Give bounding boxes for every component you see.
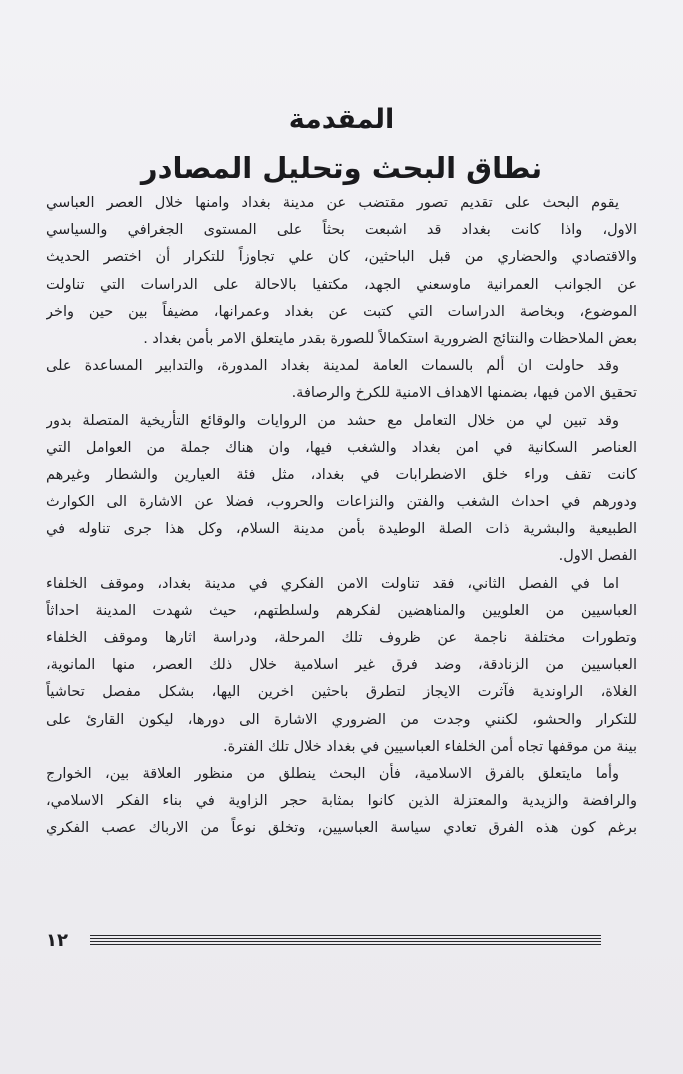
- page-subheading-scope: نطاق البحث وتحليل المصادر: [140, 151, 543, 185]
- text-line: كانت تقف وراء خلق الاضطرابات في بغداد، مثل فئة العيارين والشطار وغيرهم: [46, 466, 637, 483]
- text-line: بعض الملاحظات والنتائج الضرورية استكمالاً للصورة بقدر مايتعلق الامر بأمن بغداد .: [143, 330, 637, 347]
- footer-rule: [90, 935, 601, 945]
- text-line: تحقيق الامن فيها، بضمنها الاهداف الامنية للكرخ والرصافة.: [291, 385, 637, 402]
- text-line: يقوم البحث على تقديم تصور مقتضب عن مدينة بغداد وامنها خلال العصر العباسي: [46, 195, 619, 211]
- text-line: والرافضة والزيدية والمعتزلة الذين كانوا بمثابة حجر الزاوية في بناء الفكر الاسلامي،: [46, 793, 637, 810]
- body-text: [46, 190, 637, 843]
- text-line: وتطورات مختلفة ناجمة عن ظروف تلك المرحلة، ودراسة اثارها وموقف الخلفاء: [46, 630, 637, 646]
- text-line: عن الجوانب العمرانية ماوسعني الجهد، مكتفيا بالاحالة على الدراسات التي تناولت: [46, 276, 637, 293]
- text-line: الاول، واذا كانت بغداد قد اشبعت بحثاً على المستوى الجغرافي والسياسي: [46, 222, 637, 239]
- text-line: العباسيين من الزنادقة، وضد فرق غير اسلامية خلال ذلك العصر، منها المانوية،: [46, 657, 637, 674]
- text-line: بينة من موقفها تجاه أمن الخلفاء العباسيين في بغداد خلال تلك الفترة.: [222, 738, 637, 755]
- text-line: وأما مايتعلق بالفرق الاسلامية، فأن البحث ينطلق من منظور العلاقة بين، الخوارج: [46, 765, 619, 782]
- text-line: الفصل الاول.: [558, 548, 637, 565]
- page-number: ١٢: [46, 930, 68, 951]
- text-line: اما في الفصل الثاني، فقد تناولت الامن الفكري في مدينة بغداد، وموقف الخلفاء: [46, 575, 619, 592]
- page-heading-introduction: المقدمة: [288, 104, 395, 135]
- text-line: وقد حاولت ان ألم بالسمات العامة لمدينة بغداد المدورة، والتدابير المساعدة على: [46, 358, 619, 375]
- text-line: وقد تبين لي من خلال التعامل مع حشد من الروايات والوقائع التأريخية المتصلة بدور: [46, 412, 619, 429]
- text-line: العناصر السكانية في امن بغداد والشغب فيها، وان هناك جملة من العوامل التي: [46, 439, 637, 456]
- text-line: والاقتصادي والحضاري من قبل الباحثين، كان علي تجاوزاً للتكرار أن اختصر الحديث: [46, 249, 637, 266]
- text-line: برغم كون هذه الفرق تعادي سياسة العباسيين، وتخلق نوعاً من الارباك عصب الفكري: [46, 820, 637, 837]
- page-footer: [46, 928, 637, 954]
- text-line: الموضوع، وبخاصة الدراسات التي كتبت عن بغداد وعمرانها، مضيفاً بين حين واخر: [46, 303, 637, 320]
- text-line: العباسيين من العلويين والمناهضين لفكرهم ولسلطتهم، حيث شهدت المدينة احداثاً: [46, 602, 637, 619]
- text-line: الطبيعية والبشرية ذات الصلة الوطيدة بأمن مدينة السلام، وكل هذا جرى تناوله في: [46, 521, 637, 538]
- text-line: للتكرار والحشو، لكنني وجدت من الضروري الاشارة الى دورها، ليكون القارئ على: [46, 711, 637, 728]
- text-line: ودورهم في احداث الشغب والفتن والنزاعات والحروب، فضلا عن الاشارة الى الكوارث: [46, 494, 637, 511]
- text-line: الغلاة، الراوندية فآثرت الايجاز لتطرق باحثين اخرين اليها، بشكل مفصل تحاشياً: [46, 684, 637, 701]
